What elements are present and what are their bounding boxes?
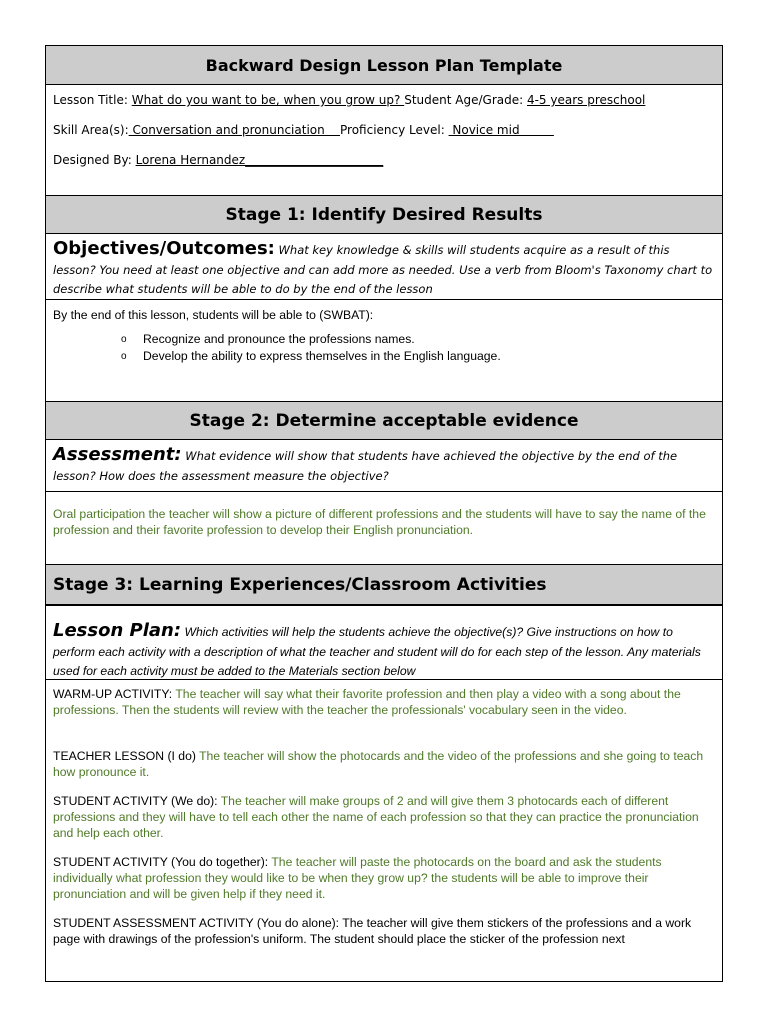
stage1-heading: Stage 1: Identify Desired Results [46,195,722,234]
objectives-header [46,234,722,300]
lesson-plan-title: Lesson Plan: [53,620,182,641]
skill-label: Skill Area(s): [53,123,129,137]
lesson-info [46,85,722,195]
lesson-plan-page [45,45,723,982]
stage2-heading: Stage 2: Determine acceptable evidence [46,401,722,440]
lesson-title-label: Lesson Title: [53,93,132,107]
activity-label: WARM-UP ACTIVITY: [53,687,176,701]
designed-label: Designed By: [53,153,136,167]
activity-label: STUDENT ACTIVITY (We do): [53,794,221,808]
lesson-title-value: What do you want to be, when you grow up? [131,93,405,107]
age-value: 4-5 years preschool [526,93,646,107]
activity-text: The teacher will show the photocards and the video of the professions and she going to teach how pronounce it. [53,749,704,779]
list-item: o Develop the ability to express themselves in the English language. [121,348,715,365]
swbat-intro: By the end of this lesson, students will be able to (SWBAT): [53,308,374,322]
document-title: Backward Design Lesson Plan Template [46,46,722,85]
lesson-title-row [53,92,715,122]
list-item: o Recognize and pronounce the professions names. [121,331,715,348]
activity-text: The teacher will paste the photocards on the board and ask the students individually what profession they would like to be when they grow up? the students will be able to improve their pronunciation and will be given help if they need it. [53,855,662,901]
lesson-plan-header [46,606,722,680]
activity-text: The teacher will say what their favorite profession and then play a video with a song about the professions. Then the students will review with the teacher the professionals' vocabulary seen in the video. [53,687,681,717]
lesson-plan-description: Which activities will help the students achieve the objective(s)? Give instructions on how to perform each activity with a description of what the teacher and student will do for each step of the lesson. Any materials used for each activity must be added to the Materials section below [53,625,701,678]
assessment-answer: Oral participation the teacher will show a picture of different professions and the students will have to say the name of the profession and their favorite profession to develop their English pronunciation. [53,507,706,537]
objectives-title: Objectives/Outcomes: [53,238,275,259]
activity-you-do-alone [53,915,715,947]
proficiency-label: Proficiency Level: [340,123,449,137]
objectives-description: What key knowledge & skills will students acquire as a result of this lesson? You need at least one objective and can add more as needed. Use a verb from Bloom's Taxonomy chart to describe what students will be able to do by the end of the lesson [53,243,713,296]
activity-label: TEACHER LESSON (I do) [53,749,200,763]
activity-label: STUDENT ASSESSMENT ACTIVITY (You do alone): [53,916,343,930]
assessment-title: Assessment: [53,444,182,465]
designer-row [53,152,715,182]
age-label: Student Age/Grade: [404,93,527,107]
activity-text: The teacher will give them stickers of the professions and a work page with drawings of the profession's uniform. The student should place the sticker of the profession next [53,916,692,946]
skill-value: Conversation and pronunciation [128,123,340,137]
activity-warmup [53,686,715,718]
activity-label: STUDENT ACTIVITY (You do together): [53,855,272,869]
objectives-body [46,300,722,401]
activity-teacher-lesson [53,748,715,780]
activity-text: The teacher will make groups of 2 and will give them 3 photocards each of different professions and they will have to tell each other the name of each profession so that they can practice the pronunciation and help each other. [53,794,699,840]
designed-value: Lorena Hernandez_______________________ [135,153,384,167]
assessment-description: What evidence will show that students have achieved the objective by the end of the lesson? How does the assessment measure the objective? [53,449,678,483]
assessment-header [46,440,722,492]
activity-we-do [53,793,715,841]
proficiency-value: Novice mid [448,123,554,137]
skill-row [53,122,715,152]
activity-you-do-together [53,854,715,902]
objectives-list [53,331,715,365]
activities [46,680,722,947]
stage3-heading: Stage 3: Learning Experiences/Classroom Activities [46,564,722,606]
